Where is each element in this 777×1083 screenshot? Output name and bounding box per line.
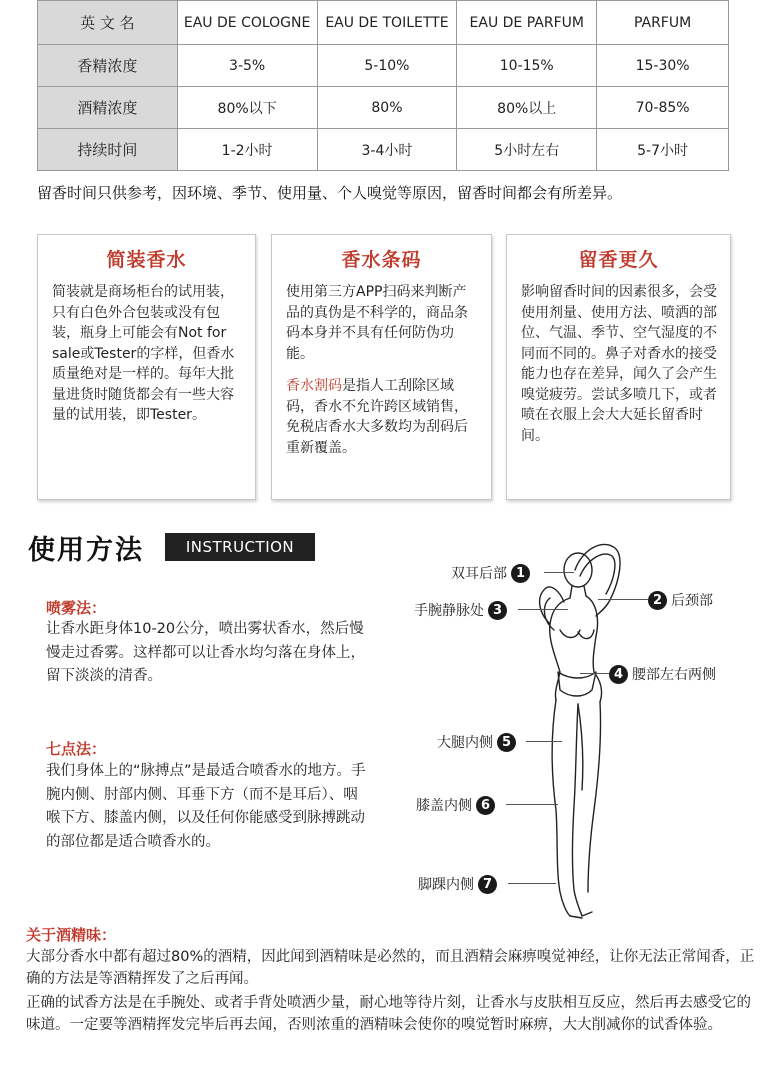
card-title: 留香更久 [578, 249, 659, 271]
point-number-4-icon: 4 [609, 665, 628, 684]
table-cell: 3-5% [177, 45, 317, 87]
card-long-lasting [506, 234, 731, 500]
card-body-2 [272, 364, 491, 458]
table-cell: 5小时左右 [457, 129, 597, 171]
callout-label: 后颈部 [671, 593, 713, 609]
table-header-row [38, 1, 729, 45]
point-number-7-icon: 7 [478, 875, 497, 894]
spray-method-label: 喷雾法： [46, 599, 107, 617]
table-cell: 1-2小时 [177, 129, 317, 171]
card-body: 影响留香时间的因素很多，会受使用剂量、使用方法、喷洒的部位、气温、季节、空气湿度的不同而不同的。鼻子对香水的接受能力也存在差异，闻久了会产生嗅觉疲劳。尝试多喷几下，或者喷在衣服上会大大延长留香时间。 [521, 284, 717, 444]
callout-waist [609, 664, 716, 684]
table-cell: 15-30% [597, 45, 729, 87]
table-row-label: 香精浓度 [38, 45, 178, 87]
alcohol-paragraph-2: 正确的试香方法是在手腕处、或者手背处喷洒少量，耐心地等待片刻，让香水与皮肤相互反应，然后再去感受它的味道。一定要等酒精挥发完毕后再去闻，否则浓重的酒精味会使你的嗅觉暂时麻痹，大大削减你的试香体验。 [26, 995, 751, 1033]
alcohol-paragraph-1: 大部分香水中都有超过80%的酒精，因此闻到酒精味是必然的，而且酒精会麻痹嗅觉神经，让你无法正常闻香，正确的方法是等酒精挥发了之后再闻。 [26, 949, 755, 987]
point-number-2-icon: 2 [648, 591, 667, 610]
table-row-label: 酒精浓度 [38, 87, 178, 129]
callout-knee [416, 795, 495, 815]
callout-ears [451, 563, 530, 583]
card-sample-perfume [37, 234, 256, 500]
point-number-6-icon: 6 [476, 796, 495, 815]
table-cell: 80% [317, 87, 457, 129]
table-cell: 70-85% [597, 87, 729, 129]
callout-label: 大腿内侧 [437, 735, 493, 751]
point-number-5-icon: 5 [497, 733, 516, 752]
callout-label: 双耳后部 [451, 566, 507, 582]
callout-line [544, 572, 574, 573]
callout-label: 腰部左右两侧 [632, 667, 716, 683]
table-row-label: 持续时间 [38, 129, 178, 171]
card-body: 使用第三方APP扫码来判断产品的真伪是不科学的，商品条码本身并不具有任何防伪功能。 [286, 284, 468, 362]
card-body-rest: 是指人工刮除区域码，香水不允许跨区域销售，免税店香水大多数均为刮码后重新覆盖。 [286, 378, 468, 456]
table-cell: 5-7小时 [597, 129, 729, 171]
alcohol-label: 关于酒精味： [26, 926, 117, 944]
card-title: 香水条码 [341, 249, 422, 271]
card-title: 简装香水 [106, 249, 187, 271]
callout-ankle [418, 874, 497, 894]
table-row [38, 45, 729, 87]
instruction-badge: INSTRUCTION [165, 533, 315, 561]
callout-line [526, 741, 562, 742]
table-header-cell: EAU DE PARFUM [457, 1, 597, 45]
table-cell: 80%以上 [457, 87, 597, 129]
table-cell: 3-4小时 [317, 129, 457, 171]
callout-thigh [437, 732, 516, 752]
callout-neck [648, 590, 713, 610]
table-cell: 80%以下 [177, 87, 317, 129]
spray-method-text: 让香水距身体10-20公分，喷出雾状香水，然后慢慢走过香雾。这样都可以让香水均匀落在身体上，留下淡淡的清香。 [46, 621, 365, 684]
table-header-cell: 英 文 名 [38, 1, 178, 45]
table-cell: 10-15% [457, 45, 597, 87]
callout-wrist [414, 600, 507, 620]
callout-line [506, 804, 558, 805]
callout-line [598, 599, 648, 600]
card-body: 简装就是商场柜台的试用装，只有白色外合包装或没有包装，瓶身上可能会有Not for sale或Tester的字样，但香水质量绝对是一样的。每年大批量进货时随货都会有一些大容量的试用装，即Tester。 [52, 284, 235, 423]
callout-line [518, 609, 568, 610]
card-barcode [271, 234, 492, 500]
point-number-1-icon: 1 [511, 564, 530, 583]
table-cell: 5-10% [317, 45, 457, 87]
callout-line [508, 883, 556, 884]
table-header-cell: EAU DE TOILETTE [317, 1, 457, 45]
table-row [38, 129, 729, 171]
seven-point-label: 七点法： [46, 740, 107, 758]
concentration-table [37, 0, 729, 171]
seven-point-text: 我们身体上的“脉搏点”是最适合喷香水的地方。手腕内侧、肘部内侧、耳垂下方（而不是耳后）、咽喉下方、膝盖内侧，以及任何你能感受到脉搏跳动的部位都是适合喷香水的。 [46, 763, 366, 850]
table-row [38, 87, 729, 129]
callout-label: 手腕静脉处 [414, 603, 484, 619]
body-figure-illustration [520, 540, 630, 920]
table-note: 留香时间只供参考，因环境、季节、使用量、个人嗅觉等原因，留香时间都会有所差异。 [37, 184, 623, 202]
table-header-cell: PARFUM [597, 1, 729, 45]
callout-label: 膝盖内侧 [416, 798, 472, 814]
instruction-title: 使用方法 [28, 535, 144, 566]
card-highlight: 香水割码 [286, 378, 342, 394]
callout-line [580, 673, 609, 674]
callout-label: 脚踝内侧 [418, 877, 474, 893]
table-header-cell: EAU DE COLOGNE [177, 1, 317, 45]
point-number-3-icon: 3 [488, 601, 507, 620]
